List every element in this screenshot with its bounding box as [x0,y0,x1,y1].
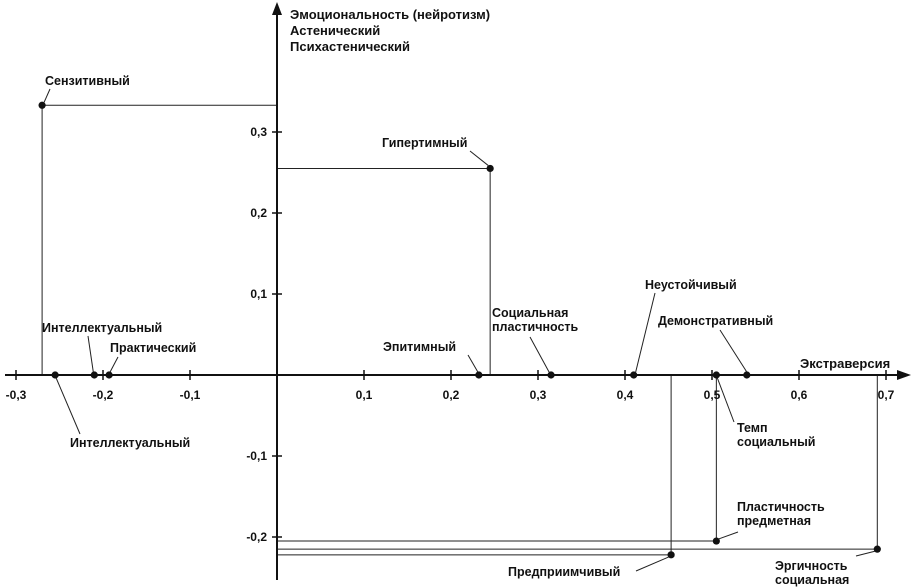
point-label [737,421,815,449]
point-label: Предприимчивый [508,565,621,579]
point-label-line: Эргичность [775,559,848,573]
x-tick-label: 0,6 [790,388,808,402]
point-label-line: социальный [737,435,816,449]
y-axis-label-line-3: Психастенический [290,39,411,54]
label-leader [530,337,549,372]
point-label: Демонстративный [658,314,774,328]
label-leader [56,378,80,434]
point-label-line: Социальная [492,306,569,320]
points [39,102,881,559]
label-leader [720,330,747,372]
point-label-line: Пластичность [737,500,825,514]
x-tick-label: 0,7 [877,388,895,402]
label-leader [856,551,875,556]
label-leader [636,557,669,571]
label-leader [636,293,655,372]
point-label [492,306,579,334]
point-labels [42,74,875,587]
y-tick-label: 0,2 [250,206,267,220]
y-axis-label-line-2: Астенический [290,23,381,38]
y-tick-label: 0,1 [250,287,267,301]
y-axis-arrow [272,2,282,15]
point-label: Гипертимный [382,136,468,150]
point-label-line: пластичность [492,320,579,334]
point-label-line: Темп [737,421,768,435]
x-tick-label: 0,4 [616,388,634,402]
label-leader [468,355,478,372]
x-axis-label: Экстраверсия [800,356,891,371]
point-label: Эпитимный [383,340,457,354]
label-leader [44,89,50,102]
data-point [630,371,637,378]
label-leader [470,151,488,165]
data-point [743,371,750,378]
data-point [39,102,46,109]
point-label [775,559,849,587]
data-point [105,371,112,378]
data-point [91,371,98,378]
data-point [52,371,59,378]
y-tick-label: 0,3 [250,125,267,139]
data-point [713,371,720,378]
data-point [487,165,494,172]
label-leader [110,357,118,372]
point-label: Неустойчивый [645,278,737,292]
x-tick-label: -0,1 [179,388,201,402]
x-tick-label: 0,2 [442,388,460,402]
point-label: Сензитивный [45,74,130,88]
x-tick-label: 0,3 [529,388,547,402]
x-tick-label: -0,2 [92,388,114,402]
x-tick-label: 0,5 [703,388,721,402]
x-axis-arrow [897,370,911,380]
label-leader [88,336,93,372]
point-label: Интеллектуальный [42,321,163,335]
point-label: Интеллектуальный [70,436,191,450]
point-label-line: предметная [737,514,812,528]
point-label: Практический [110,341,197,355]
point-label [737,500,825,528]
x-tick-label: 0,1 [355,388,373,402]
point-label-line: социальная [775,573,850,587]
y-tick-label: -0,1 [246,449,267,463]
x-tick-label: -0,3 [5,388,27,402]
y-axis-label: Эмоциональность (нейротизм) [290,7,491,22]
guide-lines [42,105,877,555]
data-point [547,371,554,378]
y-tick-label: -0,2 [246,530,267,544]
label-leader [718,532,738,539]
data-point [475,371,482,378]
